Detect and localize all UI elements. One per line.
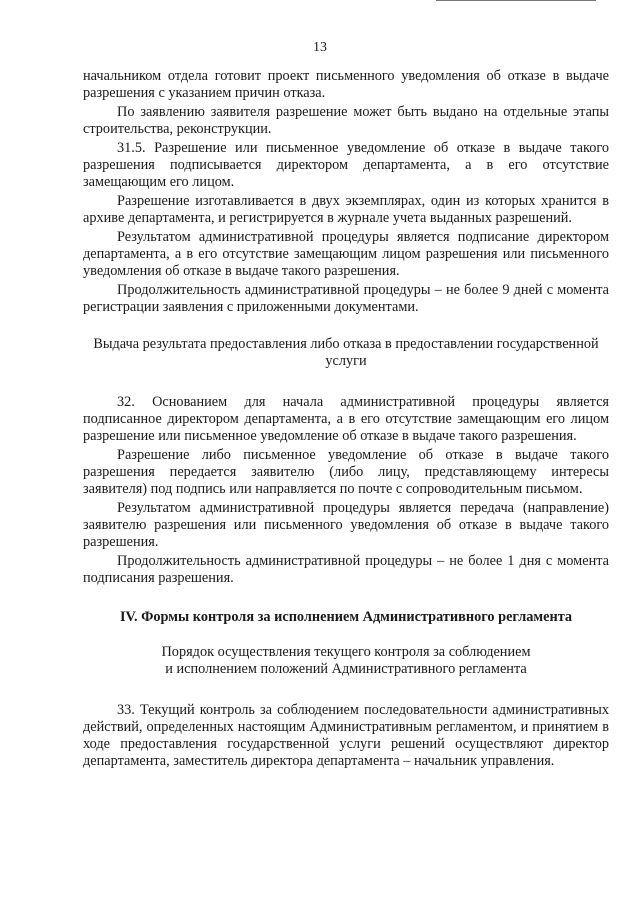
subsection-heading-line-1: Порядок осуществления текущего контроля за соблюдением [161, 644, 531, 660]
subsection-heading-line-2: и исполнением положений Административного регламента [165, 661, 527, 677]
heading-issue-result: Выдача результата предоставления либо отказа в предоставлении государственной услуги [93, 336, 599, 369]
document-body [83, 68, 609, 772]
paragraph-result-transfer: Результатом административной процедуры является передача (направление) заявителю разрешения или письменного уведомления об отказе в выдаче такого разрешения. [83, 500, 609, 550]
paragraph-continuation: начальником отдела готовит проект письменного уведомления об отказе в выдаче разрешения с указанием причин отказа. [83, 68, 609, 101]
paragraph-32: 32. Основанием для начала административной процедуры является подписанное директором департамента, а в его отсутствие замещающим его лицом разрешение или письменное уведомление об отказе в выдаче такого разрешения. [83, 394, 609, 444]
paragraph-transfer: Разрешение либо письменное уведомление об отказе в выдаче такого разрешения передается заявителю (либо лицу, представляющему интересы заявителя) под подпись или направляется по почте с сопроводительным письмом. [83, 447, 609, 497]
scan-edge-mark [436, 0, 596, 4]
paragraph-duration-1-day: Продолжительность административной процедуры – не более 1 дня с момента подписания разрешения. [83, 553, 609, 586]
paragraph-duration-9-days: Продолжительность административной процедуры – не более 9 дней с момента регистрации заявления с приложенными документами. [83, 282, 609, 315]
paragraph-copies: Разрешение изготавливается в двух экземплярах, один из которых хранится в архиве департамента, и регистрируется в журнале учета выданных разрешений. [83, 193, 609, 226]
paragraph-33: 33. Текущий контроль за соблюдением последовательности административных действий, определенных настоящим Административным регламентом, и принятием в ходе предоставления государственной услуги решений осуществляют директор департамента, заместитель директора департамента – начальник управления. [83, 702, 609, 769]
paragraph-31-5: 31.5. Разрешение или письменное уведомление об отказе в выдаче такого разрешения подписывается директором департамента, а в его отсутствие замещающим его лицом. [83, 140, 609, 190]
section-heading-iv: IV. Формы контроля за исполнением Административного регламента [119, 609, 573, 625]
paragraph-stages: По заявлению заявителя разрешение может быть выдано на отдельные этапы строительства, реконструкции. [83, 104, 609, 137]
paragraph-result-signing: Результатом административной процедуры является подписание директором департамента, а в его отсутствие замещающим лицом разрешения или письменного уведомления об отказе в выдаче такого разрешения. [83, 229, 609, 279]
page-number: 13 [313, 40, 327, 55]
